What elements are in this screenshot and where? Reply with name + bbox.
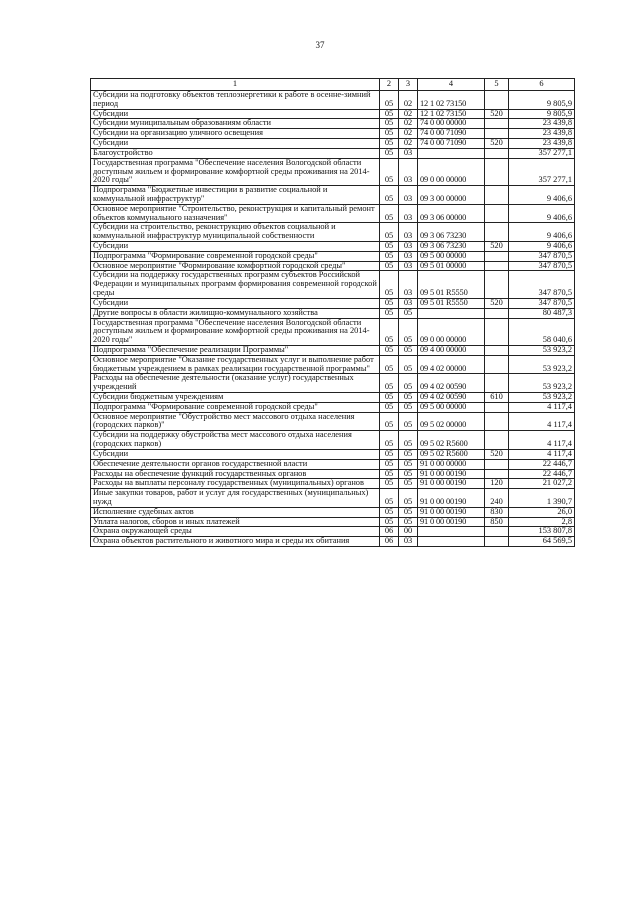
cell-section: 05 [380,459,399,469]
cell-target-article: 91 0 00 00000 [418,459,485,469]
cell-expense-type [485,537,509,547]
cell-expense-type: 850 [485,517,509,527]
cell-section: 05 [380,355,399,374]
cell-target-article: 09 5 01 R5550 [418,271,485,298]
cell-name: Расходы на обеспечение функций государственных органов [91,469,380,479]
header-cell-section: 2 [380,79,399,91]
cell-name: Государственная программа "Обеспечение населения Вологодской области доступным жильем и формирование комфортной среды проживания на 2014-2020 годы" [91,318,380,345]
cell-target-article: 09 5 01 R5550 [418,298,485,308]
cell-expense-type: 520 [485,449,509,459]
cell-amount: 53 923,2 [509,393,575,403]
cell-subsection: 03 [399,537,418,547]
cell-subsection: 05 [399,449,418,459]
budget-table [90,78,575,547]
cell-expense-type [485,271,509,298]
table-row [91,489,575,508]
cell-subsection: 05 [399,489,418,508]
cell-subsection: 03 [399,271,418,298]
table-row [91,345,575,355]
cell-subsection: 02 [399,109,418,119]
cell-expense-type: 240 [485,489,509,508]
cell-target-article: 12 1 02 73150 [418,109,485,119]
header-cell-subsection: 3 [399,79,418,91]
cell-name: Уплата налогов, сборов и иных платежей [91,517,380,527]
cell-name: Основное мероприятие "Оказание государственных услуг и выполнение работ бюджетным учреждением в рамках реализации государственной программы" [91,355,380,374]
cell-target-article: 09 5 01 00000 [418,261,485,271]
cell-name: Субсидии [91,242,380,252]
cell-target-article: 74 0 00 71090 [418,139,485,149]
cell-section: 05 [380,308,399,318]
cell-section: 05 [380,251,399,261]
cell-amount: 4 117,4 [509,449,575,459]
page-number: 37 [315,40,325,50]
cell-name: Основное мероприятие "Строительство, реконструкция и капитальный ремонт объектов коммунального назначения" [91,204,380,223]
cell-target-article: 09 0 00 00000 [418,158,485,185]
cell-section: 05 [380,374,399,393]
cell-amount: 357 277,1 [509,148,575,158]
cell-section: 05 [380,119,399,129]
table-row [91,251,575,261]
cell-section: 05 [380,109,399,119]
cell-name: Субсидии на поддержку обустройства мест массового отдыха населения (городских парков) [91,431,380,450]
cell-subsection: 05 [399,308,418,318]
cell-target-article: 09 3 06 00000 [418,204,485,223]
cell-subsection: 03 [399,298,418,308]
cell-name: Субсидии бюджетным учреждениям [91,393,380,403]
table-row [91,271,575,298]
cell-subsection: 03 [399,242,418,252]
cell-name: Благоустройство [91,148,380,158]
cell-section: 05 [380,479,399,489]
cell-expense-type [485,355,509,374]
cell-target-article: 09 3 00 00000 [418,186,485,205]
cell-section: 06 [380,537,399,547]
cell-name: Субсидии [91,139,380,149]
cell-amount: 347 870,5 [509,298,575,308]
cell-name: Расходы на обеспечение деятельности (оказание услуг) государственных учреждений [91,374,380,393]
cell-subsection: 05 [399,393,418,403]
cell-expense-type [485,374,509,393]
table-row [91,186,575,205]
cell-expense-type [485,527,509,537]
cell-section: 05 [380,318,399,345]
cell-section: 05 [380,469,399,479]
cell-section: 05 [380,129,399,139]
cell-subsection: 03 [399,148,418,158]
cell-amount: 9 406,6 [509,204,575,223]
cell-expense-type [485,261,509,271]
cell-subsection: 03 [399,158,418,185]
cell-subsection: 05 [399,431,418,450]
cell-expense-type [485,91,509,110]
cell-amount: 4 117,4 [509,412,575,431]
cell-section: 05 [380,223,399,242]
cell-amount: 53 923,2 [509,345,575,355]
table-row [91,459,575,469]
cell-target-article: 09 4 02 00590 [418,393,485,403]
cell-target-article: 09 3 06 73230 [418,223,485,242]
cell-name: Субсидии [91,298,380,308]
cell-amount: 1 390,7 [509,489,575,508]
cell-amount: 9 805,9 [509,91,575,110]
cell-amount: 53 923,2 [509,355,575,374]
cell-expense-type [485,431,509,450]
cell-name: Основное мероприятие "Обустройство мест массового отдыха населения (городских парков)" [91,412,380,431]
cell-subsection: 05 [399,507,418,517]
cell-target-article: 74 0 00 00000 [418,119,485,129]
cell-amount: 347 870,5 [509,251,575,261]
cell-expense-type [485,251,509,261]
cell-section: 05 [380,298,399,308]
cell-target-article: 09 5 00 00000 [418,251,485,261]
cell-name: Исполнение судебных актов [91,507,380,517]
cell-expense-type: 520 [485,298,509,308]
cell-name: Субсидии на поддержку государственных программ субъектов Российской Федерации и муниципальных программ формирования современной городской среды [91,271,380,298]
cell-expense-type: 520 [485,109,509,119]
header-cell-amount: 6 [509,79,575,91]
cell-target-article: 09 5 02 R5600 [418,449,485,459]
cell-section: 05 [380,204,399,223]
cell-name: Государственная программа "Обеспечение населения Вологодской области доступным жильем и формирование комфортной среды проживания на 2014-2020 годы" [91,158,380,185]
cell-subsection: 05 [399,479,418,489]
cell-amount: 26,0 [509,507,575,517]
table-row [91,148,575,158]
table-row [91,402,575,412]
cell-amount: 53 923,2 [509,374,575,393]
cell-amount: 22 446,7 [509,459,575,469]
cell-section: 06 [380,527,399,537]
cell-subsection: 05 [399,345,418,355]
table-row [91,355,575,374]
cell-subsection: 03 [399,223,418,242]
cell-subsection: 02 [399,139,418,149]
cell-expense-type [485,204,509,223]
cell-amount: 9 406,6 [509,242,575,252]
cell-subsection: 03 [399,261,418,271]
cell-name: Иные закупки товаров, работ и услуг для государственных (муниципальных) нужд [91,489,380,508]
cell-subsection: 03 [399,186,418,205]
cell-expense-type [485,186,509,205]
cell-amount: 64 569,5 [509,537,575,547]
cell-subsection: 02 [399,129,418,139]
cell-target-article: 09 3 06 73230 [418,242,485,252]
cell-target-article [418,527,485,537]
cell-expense-type: 830 [485,507,509,517]
cell-subsection: 00 [399,527,418,537]
cell-name: Обеспечение деятельности органов государственной власти [91,459,380,469]
cell-target-article: 91 0 00 00190 [418,489,485,508]
cell-expense-type [485,345,509,355]
cell-section: 05 [380,158,399,185]
table-row [91,223,575,242]
cell-amount: 9 406,6 [509,186,575,205]
cell-amount: 9 406,6 [509,223,575,242]
cell-subsection: 05 [399,412,418,431]
cell-amount: 80 487,3 [509,308,575,318]
cell-section: 05 [380,345,399,355]
header-cell-expense-type: 5 [485,79,509,91]
cell-name: Основное мероприятие "Формирование комфортной городской среды" [91,261,380,271]
cell-section: 05 [380,449,399,459]
cell-section: 05 [380,271,399,298]
cell-subsection: 02 [399,91,418,110]
table-row [91,308,575,318]
cell-subsection: 05 [399,355,418,374]
cell-section: 05 [380,402,399,412]
table-row [91,412,575,431]
cell-section: 05 [380,139,399,149]
table-row [91,158,575,185]
cell-target-article: 12 1 02 73150 [418,91,485,110]
cell-section: 05 [380,186,399,205]
cell-subsection: 03 [399,251,418,261]
cell-section: 05 [380,261,399,271]
cell-amount: 153 807,8 [509,527,575,537]
cell-subsection: 05 [399,469,418,479]
table-row [91,318,575,345]
table-row [91,507,575,517]
cell-amount: 2,8 [509,517,575,527]
cell-section: 05 [380,148,399,158]
cell-name: Подпрограмма "Формирование современной городской среды" [91,402,380,412]
cell-expense-type [485,148,509,158]
table-row [91,431,575,450]
table-row [91,204,575,223]
table-body [91,91,575,547]
cell-target-article: 09 5 00 00000 [418,402,485,412]
cell-expense-type [485,402,509,412]
cell-expense-type [485,119,509,129]
cell-expense-type [485,412,509,431]
cell-target-article [418,308,485,318]
table-row [91,537,575,547]
cell-name: Охрана окружающей среды [91,527,380,537]
cell-name: Охрана объектов растительного и животного мира и среды их обитания [91,537,380,547]
cell-section: 05 [380,431,399,450]
cell-target-article: 91 0 00 00190 [418,517,485,527]
cell-expense-type: 120 [485,479,509,489]
cell-subsection: 05 [399,318,418,345]
cell-target-article: 09 5 02 R5600 [418,431,485,450]
cell-subsection: 05 [399,402,418,412]
cell-subsection: 05 [399,517,418,527]
cell-expense-type [485,158,509,185]
cell-target-article [418,148,485,158]
cell-target-article: 74 0 00 71090 [418,129,485,139]
cell-expense-type: 610 [485,393,509,403]
header-cell-target-article: 4 [418,79,485,91]
header-cell-name: 1 [91,79,380,91]
table-row [91,449,575,459]
cell-name: Подпрограмма "Формирование современной городской среды" [91,251,380,261]
cell-target-article [418,537,485,547]
cell-name: Субсидии на строительство, реконструкцию объектов социальной и коммунальной инфраструктур муниципальной собственности [91,223,380,242]
cell-subsection: 02 [399,119,418,129]
cell-name: Подпрограмма "Бюджетные инвестиции в развитие социальной и коммунальной инфраструктур" [91,186,380,205]
cell-amount: 23 439,8 [509,119,575,129]
cell-target-article: 91 0 00 00190 [418,469,485,479]
table-row [91,139,575,149]
table-header [91,79,575,91]
table-row [91,393,575,403]
cell-name: Субсидии [91,109,380,119]
cell-section: 05 [380,507,399,517]
header-row [91,79,575,91]
cell-amount: 58 040,6 [509,318,575,345]
cell-amount: 9 805,9 [509,109,575,119]
cell-expense-type [485,223,509,242]
cell-expense-type: 520 [485,242,509,252]
cell-subsection: 05 [399,459,418,469]
cell-section: 05 [380,489,399,508]
cell-section: 05 [380,242,399,252]
cell-name: Субсидии на подготовку объектов теплоэнергетики к работе в осенне-зимний период [91,91,380,110]
cell-name: Другие вопросы в области жилищно-коммунального хозяйства [91,308,380,318]
cell-expense-type [485,459,509,469]
cell-name: Субсидии на организацию уличного освещения [91,129,380,139]
cell-target-article: 91 0 00 00190 [418,479,485,489]
cell-section: 05 [380,412,399,431]
cell-name: Субсидии муниципальным образованиям области [91,119,380,129]
cell-amount: 4 117,4 [509,431,575,450]
cell-name: Расходы на выплаты персоналу государственных (муниципальных) органов [91,479,380,489]
cell-amount: 357 277,1 [509,158,575,185]
cell-target-article: 91 0 00 00190 [418,507,485,517]
cell-section: 05 [380,517,399,527]
cell-amount: 347 870,5 [509,271,575,298]
cell-target-article: 09 4 02 00000 [418,355,485,374]
cell-expense-type [485,318,509,345]
table-row [91,242,575,252]
cell-amount: 23 439,8 [509,139,575,149]
cell-name: Подпрограмма "Обеспечение реализации Программы" [91,345,380,355]
cell-expense-type [485,308,509,318]
cell-amount: 4 117,4 [509,402,575,412]
cell-expense-type: 520 [485,139,509,149]
cell-subsection: 05 [399,374,418,393]
cell-amount: 347 870,5 [509,261,575,271]
cell-target-article: 09 5 02 00000 [418,412,485,431]
cell-target-article: 09 4 00 00000 [418,345,485,355]
cell-subsection: 03 [399,204,418,223]
cell-target-article: 09 0 00 00000 [418,318,485,345]
cell-amount: 23 439,8 [509,129,575,139]
cell-target-article: 09 4 02 00590 [418,374,485,393]
cell-name: Субсидии [91,449,380,459]
cell-section: 05 [380,91,399,110]
table-row [91,374,575,393]
cell-amount: 22 446,7 [509,469,575,479]
cell-section: 05 [380,393,399,403]
cell-amount: 21 027,2 [509,479,575,489]
table-row [91,91,575,110]
table-row [91,298,575,308]
